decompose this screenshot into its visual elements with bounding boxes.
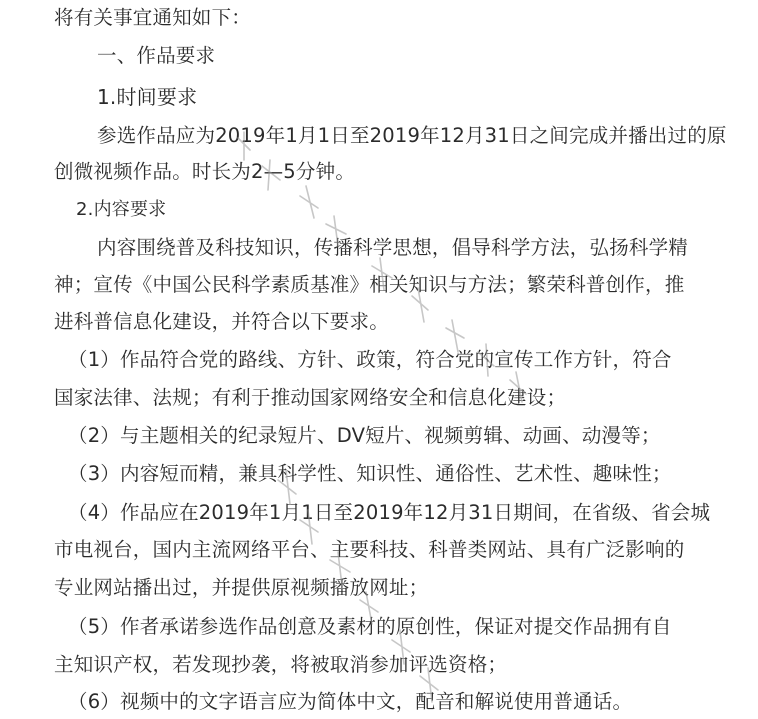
- doc-line-14: （4）作品应在2019年1月1日至2019年12月31日期间，在省级、省会城: [68, 501, 711, 524]
- subheading-time: 1.时间要求: [97, 85, 198, 109]
- subheading-content: 2.内容要求: [76, 199, 167, 220]
- doc-line-5: 创微视频作品。时长为2—5分钟。: [54, 160, 356, 183]
- doc-line-10: （1）作品符合党的路线、方针、政策，符合党的宣传工作方针，符合: [68, 348, 672, 371]
- doc-line-13: （3）内容短而精，兼具科学性、知识性、通俗性、艺术性、趣味性；: [68, 462, 672, 485]
- doc-line-7: 内容围绕普及科技知识，传播科学思想，倡导科学方法，弘扬科学精: [97, 236, 689, 259]
- doc-line-16: 专业网站播出过，并提供原视频播放网址；: [54, 576, 429, 599]
- doc-line-12: （2）与主题相关的纪录短片、DV短片、视频剪辑、动画、动漫等；: [68, 424, 661, 447]
- doc-line-18: 主知识产权，若发现抄袭，将被取消参加评选资格；: [54, 653, 508, 676]
- doc-line-8: 神；宣传《中国公民科学素质基准》相关知识与方法；繁荣科普创作，推: [54, 273, 685, 296]
- section-heading: 一、作品要求: [97, 44, 216, 67]
- doc-line-1: 将有关事宜通知如下：: [54, 6, 252, 29]
- doc-line-17: （5）作者承诺参选作品创意及素材的原创性，保证对提交作品拥有自: [68, 615, 672, 638]
- doc-line-11: 国家法律、法规；有利于推动国家网络安全和信息化建设；: [54, 386, 567, 409]
- doc-line-19: （6）视频中的文字语言应为简体中文，配音和解说使用普通话。: [68, 690, 633, 713]
- doc-line-4: 参选作品应为2019年1月1日至2019年12月31日之间完成并播出过的原: [97, 124, 727, 147]
- doc-line-9: 进科普信息化建设，并符合以下要求。: [54, 310, 389, 333]
- doc-line-15: 市电视台，国内主流网络平台、主要科技、科普类网站、具有广泛影响的: [54, 538, 685, 561]
